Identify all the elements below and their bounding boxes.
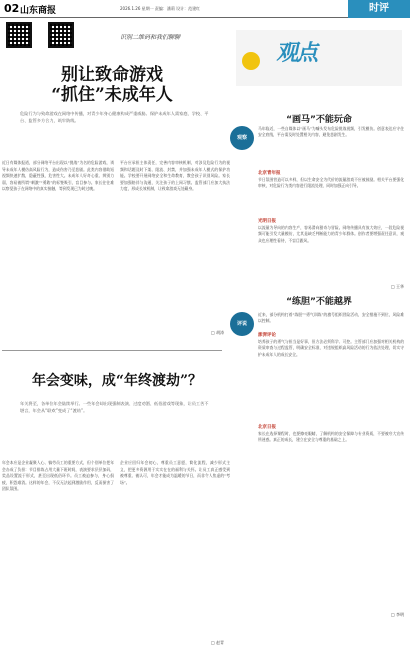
article1-column-b: 平台应承担主体责任，完善内容审核机制，对涉及危险行为的视频和话题及时下架、限流、封禁，并加强未成年人模式的保护功能。学校要开展网络安全和生命教育，教会孩子识别风险。家长要加强陪伴与沟通，关注孩子的上网习惯。监管部门应加大执法力度，形成长效机制，让致命游戏无处藏身。 [120,160,230,192]
commentary-badge: 观察 [230,126,254,150]
right-title-2: “练胆”不能越界 [286,297,352,307]
right-text-1: 马年临近，一些自媒体以“画马”为噱头发布危险挑战视频，引发模仿。创意表达应守住安全底线，平台需及时处置相关内容，避免悲剧发生。 [258,126,404,138]
source-label: 光明日报 [258,219,276,224]
right-body-4: 家长在选择课程时，也要擦亮眼睛，了解机构的安全保障与专业资质，不要被夸大宣传所迷惑。真正的成长，建立在安全与尊重的基础之上。 [258,431,404,443]
article2-lead: 年关将至，各单位年会陆续举行。一些年会却出现强制表演、过度劝酒、低俗游戏等现象，让员工苦不堪言，年会从“联欢”变成了“渡劫”。 [20,401,209,413]
article1-column-a: 近日有媒体报道，部分网络平台出现以“挑战”为名的危险游戏，诱导未成年人模仿高风险行为，造成伤害乃至悲剧。此类内容借助短视频快速扩散，隐蔽性强，危害性大。未成年人好奇心重、辨别力弱，容易被所谓“刺激”“勇敢”的标签吸引，盲目参与。家长往往难以察觉孩子在网络中的真实接触，等到发现已为时过晚。 [2,160,114,192]
source-label: 澎湃评论 [258,333,276,338]
dateline: 2026.1.26 星期一 责编：潘莉 设计：范建红 [120,6,201,11]
section-tag: 时评 [348,0,410,18]
right-signature-2: □ 李明 [390,612,404,617]
article1-lead: 危险行为与致命游戏在网络中传播，对青少年身心健康构成严重威胁。保护未成年人需家庭、学校、平台、监管多方合力，筑牢防线。 [20,111,209,123]
qr-code-icon[interactable] [48,22,74,48]
article2-signature: □ 赵青 [210,640,224,645]
article1-signature: □ 胡涛 [210,330,224,335]
badge-icon [242,52,260,70]
article2-title: 年会变味，成“年终渡劫”？ [31,373,203,389]
opinion-banner [236,30,402,86]
right-title-1: “画马”不能玩命 [286,115,352,125]
article1-title-line1: 别让致命游戏 [61,65,163,85]
right-text-2: 近来，部分机构打着“练胆”“勇气训练”的旗号组织冒险活动，安全措施不到位，风险难以控制。 [258,312,404,324]
source-label: 北京日报 [258,425,276,430]
newspaper-brand: 山东商报 [20,6,57,16]
banner-text: 观点 [274,41,321,66]
qr-note: 识别二维码和我们聊聊 [120,34,181,41]
commentary-badge: 评说 [230,312,254,336]
qr-code-icon[interactable] [6,22,32,48]
article1-title-line2: “抓住”未成年人 [51,85,173,105]
right-body-2: 以流量为导向的内容生产，容易滑向猎奇与冒险。网络传播具有放大效应，一段危险视频可能引发大量模仿，尤其是缺乏判断能力的青少年群体。创作者要增强责任意识，观众也应理性看待，不盲目跟风。 [258,225,404,243]
page-number: 02 [4,2,20,15]
divider [2,350,222,351]
right-signature-1: □ 王华 [390,284,404,289]
page-header [0,0,410,18]
article2-column-a: 年会本应是企业凝聚人心、犒劳员工的重要方式，但个别单位把年会办成了负担：节目排练占用大量下班时间，表演要求层层加码，奖品设置流于形式，甚至出现低俗环节。员工被迫参与，身心俱疲，积怨难消。这样的年会，不仅无法起到激励作用，反而损害了团队氛围。 [2,460,114,492]
article2-column-b: 企业应回归年会初心，尊重员工意愿，简化流程，减少形式主义，把更多资源用于实实在在的福利与关怀。让员工真正感受到被尊重、被认可，年会才能成为温暖的节日，而非令人焦虑的“考场”。 [120,460,230,485]
article1-title [2,65,222,105]
right-body-3: 培养孩子的勇气与担当是好事，但方法必须科学、可控。主管部门应加强对相关机构的资质审查与过程监管，明确安全标准，对违规组织高风险活动的行为依法处理，切实守护未成年人的成长安全。 [258,339,404,357]
source-label: 北京青年报 [258,171,281,176]
right-column [228,22,408,617]
right-body-1: 节日氛围营造可以多样，但以生命安全为代价的流量游戏不应被鼓励。相关平台要强化审核，对危险行为类内容进行限流处理，同时加强正向引导。 [258,177,404,189]
